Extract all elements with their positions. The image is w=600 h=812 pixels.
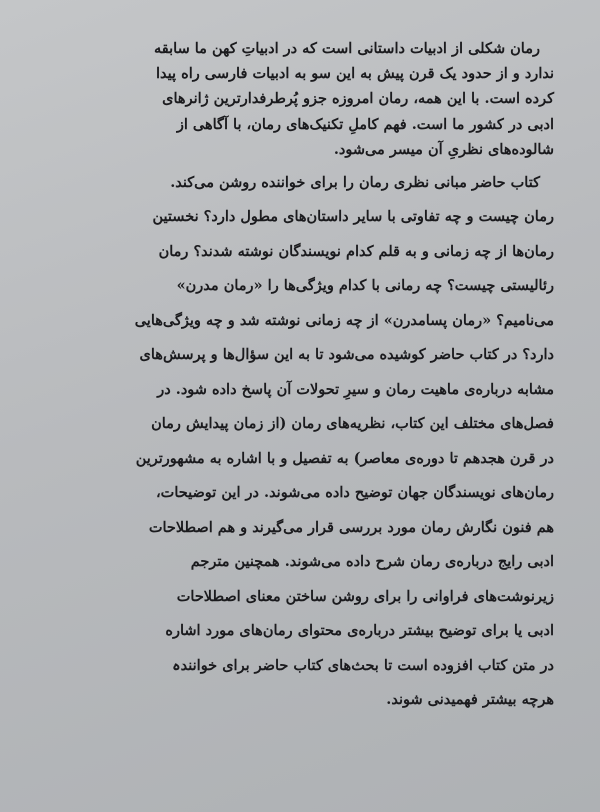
text-line: رئالیستی چیست؟ چه رمانی با کدام ویژگی‌ها را «رمان مدرن» bbox=[176, 277, 554, 295]
text-line: در متن کتاب افزوده است تا بحث‌های کتاب حاضر برای خوانندہ bbox=[172, 656, 554, 674]
text-line: هرچه بیشتر فهمیدنی شوند. bbox=[386, 691, 554, 709]
text-line: ادبی رایج درباره‌ی رمان شرح داده می‌شوند. همچنین مترجم bbox=[190, 553, 554, 571]
text-line: می‌نامیم؟ «رمان پسامدرن» از چه زمانی نوشته شد و چه ویژگی‌هایی bbox=[134, 311, 554, 329]
text-line: رمان چیست و چه تفاوتی با سایر داستان‌های مطول دارد؟ نخستین bbox=[152, 208, 554, 226]
text-line: دارد؟ در کتاب حاضر کوشیده می‌شود تا به این سؤال‌ها و پرسش‌های bbox=[139, 346, 554, 364]
text-line: ادبی یا برای توضیح بیشتر درباره‌ی محتوای رمان‌های مورد اشاره bbox=[165, 622, 554, 640]
description-paragraph bbox=[56, 166, 554, 718]
text-line: در قرن هجدهم تا دوره‌ی معاصر) به تفصیل و با اشاره به مشهورترین bbox=[135, 449, 554, 467]
text-line: رمان‌های نویسندگان جهان توضیح داده می‌شوند. در این توضیحات، bbox=[156, 484, 554, 502]
intro-paragraph bbox=[56, 36, 554, 162]
text-line: هم فنون نگارش رمان مورد بررسی قرار می‌گیرند و هم اصطلاحات bbox=[148, 518, 554, 536]
text-line: کتاب حاضر مبانی نظری رمان را برای خواننده روشن می‌کند. bbox=[170, 173, 540, 191]
text-line: مشابه درباره‌ی ماهیت رمان و سیرِ تحولات آن پاسخ داده شود. در bbox=[157, 380, 554, 398]
text-line: رمان‌ها از چه زمانی و به قلم کدام نویسندگان نوشته شدند؟ رمان bbox=[158, 242, 554, 260]
text-line: رمان شکلی از ادبیات داستانی است که در ادبیاتِ کهن ما سابقه bbox=[154, 40, 540, 57]
text-line: ادبی در کشور ما است. فهم کاملِ تکنیک‌های رمان، با آگاهی از bbox=[176, 115, 554, 133]
text-line: ندارد و از حدود یک قرن پیش به این سو به ادبیات فارسی راه پیدا bbox=[156, 65, 554, 83]
text-line: فصل‌های مختلف این کتاب، نظریه‌های رمان (از زمان پیدایش رمان bbox=[151, 415, 554, 433]
text-line: شالوده‌های نظریِ آن میسر می‌شود. bbox=[333, 140, 554, 158]
text-line: کرده است. با این همه، رمان امروزه جزو پُرطرفدارترین ژانرهای bbox=[162, 90, 554, 108]
text-line: زیرنوشت‌های فراوانی را برای روشن ساختن معنای اصطلاحات bbox=[176, 587, 554, 605]
